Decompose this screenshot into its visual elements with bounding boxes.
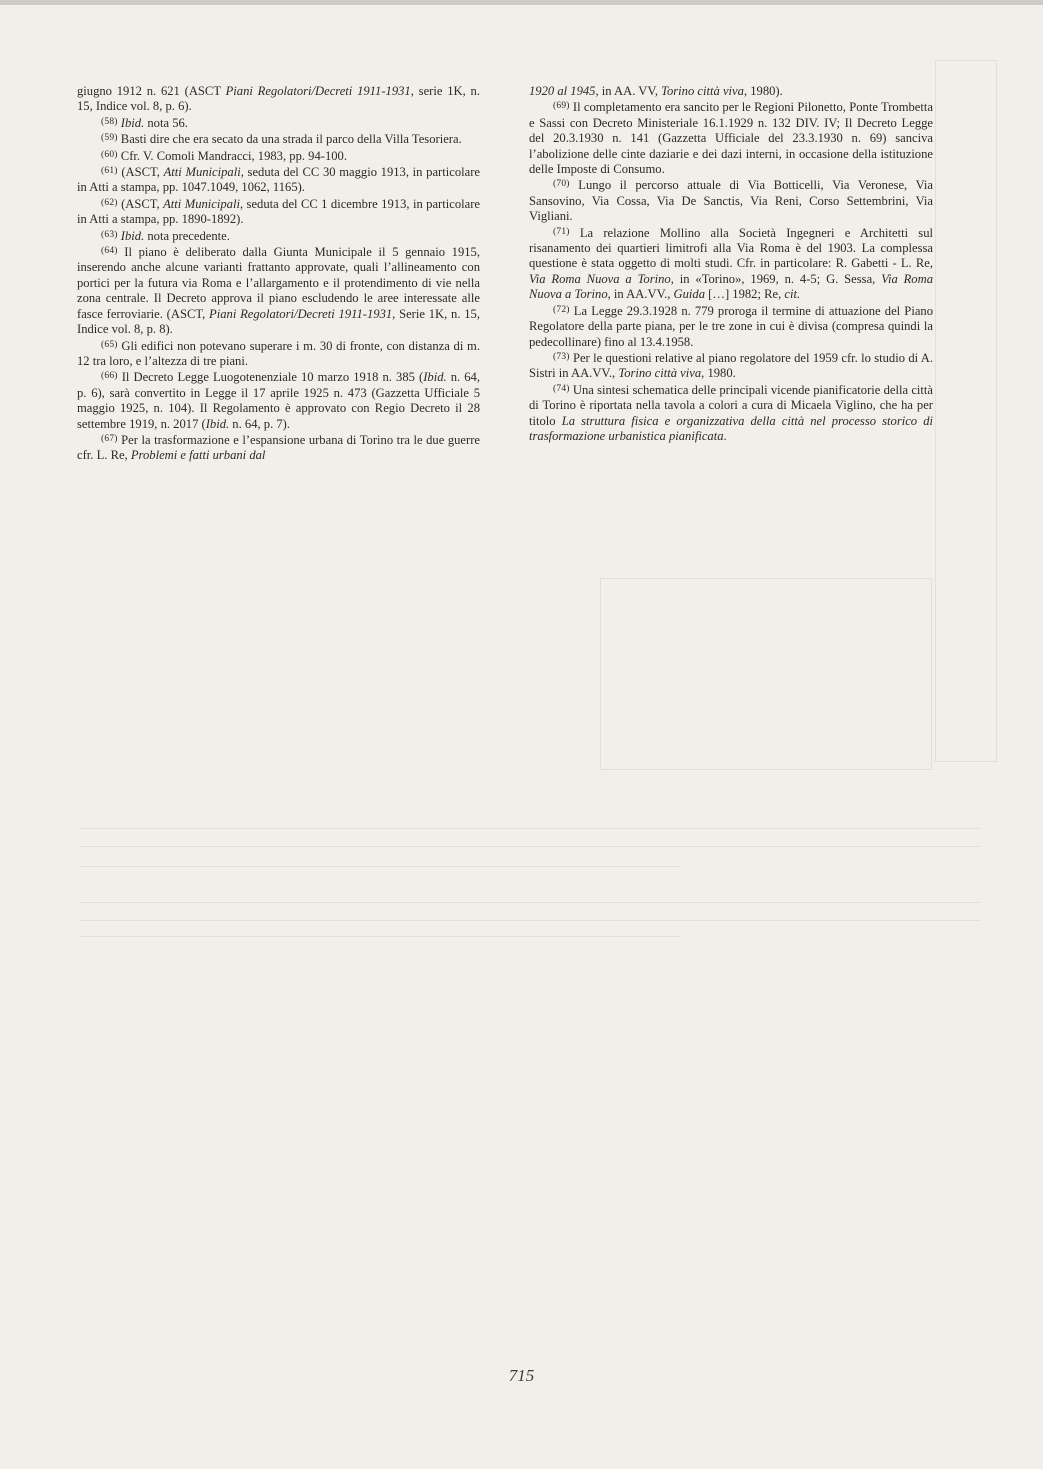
text: , 1980. bbox=[701, 366, 736, 381]
bleed-through-line bbox=[80, 920, 980, 921]
bleed-through-line bbox=[80, 902, 980, 903]
text: nota precedente. bbox=[144, 228, 230, 243]
footnote-number: (74) bbox=[553, 383, 570, 394]
italic-title: Via Roma Nuova a Torino bbox=[529, 271, 671, 286]
text: (ASCT, bbox=[117, 165, 164, 180]
footnote-number: (64) bbox=[101, 246, 118, 257]
text: […] 1982; Re, bbox=[705, 287, 785, 302]
footnote-number: (65) bbox=[101, 339, 118, 350]
text: , serie 1K, n. 15, Indice vol. 8, p. 6). bbox=[77, 84, 480, 114]
text: La Legge 29.3.1928 n. 779 proroga il termine di attuazione del Piano Regolatore della parte piana, per le tre zone in cui è divisa (compresa quindi la pedecollinare) fino al 13.4.1958. bbox=[529, 303, 933, 349]
text: (ASCT, bbox=[117, 196, 164, 211]
footnote-number: (70) bbox=[553, 179, 570, 190]
footnote-59 bbox=[77, 131, 480, 147]
text: , seduta del CC 1 dicembre 1913, in particolare in Atti a stampa, pp. 1890-1892). bbox=[77, 196, 481, 227]
footnote-number: (62) bbox=[101, 197, 118, 208]
italic-title: Ibid. bbox=[117, 228, 145, 243]
footnote-62 bbox=[77, 196, 480, 228]
footnote-60 bbox=[77, 148, 480, 164]
italic-title: Ibid. bbox=[423, 370, 447, 385]
italic-title: Torino città viva bbox=[661, 84, 744, 98]
italic-title: 1920 al 1945 bbox=[529, 84, 596, 98]
footnote-number: (58) bbox=[101, 116, 118, 127]
bleed-through-box bbox=[935, 60, 997, 762]
italic-title: Ibid. bbox=[120, 115, 145, 130]
footnote-number: (73) bbox=[553, 351, 570, 362]
page-number: 715 bbox=[508, 1366, 535, 1385]
bleed-through-box bbox=[600, 578, 932, 770]
text: Lungo il percorso attuale di Via Botticelli, Via Veronese, Via Sansovino, Via Cossa, Via De Sanctis, Via Reni, Corso Settembrini, Via Vigliani. bbox=[529, 178, 933, 224]
footnote-67 bbox=[77, 432, 480, 464]
footnote-65 bbox=[77, 338, 480, 370]
text: Gli edifici non potevano superare i m. 30 di fronte, con distanza di m. 12 tra loro, e l’altezza di tre piani. bbox=[77, 338, 480, 368]
footnote-58 bbox=[77, 115, 480, 131]
text: nota 56. bbox=[144, 115, 188, 130]
italic-title: Via Roma Nuova a Torino bbox=[529, 271, 933, 302]
italic-title: Piani Regolatori/Decreti 1911-1931 bbox=[209, 306, 393, 321]
right-footnote-column bbox=[529, 84, 933, 444]
footnote-number: (71) bbox=[553, 226, 570, 237]
text: Per la trasformazione e l’espansione urbana di Torino tra le due guerre cfr. L. Re, bbox=[77, 432, 480, 463]
footnote-number: (60) bbox=[101, 149, 118, 160]
bleed-through-line bbox=[80, 846, 980, 847]
italic-title: cit. bbox=[784, 287, 801, 302]
top-scan-edge bbox=[0, 0, 1043, 5]
footnote-number: (72) bbox=[553, 304, 570, 315]
italic-title: Atti Municipali bbox=[163, 196, 240, 211]
left-footnote-column bbox=[77, 84, 480, 464]
italic-title: Torino città viva bbox=[618, 366, 702, 381]
text: , in AA. VV, bbox=[595, 84, 662, 98]
footnote-continuation bbox=[77, 84, 480, 115]
footnote-66 bbox=[77, 369, 480, 432]
text: Il Decreto Legge Luogotenenziale 10 marzo 1918 n. 385 ( bbox=[117, 370, 424, 385]
text: Basti dire che era secato da una strada il parco della Villa Tesoriera. bbox=[117, 132, 462, 147]
footnote-continuation bbox=[529, 84, 933, 99]
footnote-74 bbox=[529, 382, 933, 445]
italic-title: Piani Regolatori/Decreti 1911-1931 bbox=[225, 84, 411, 98]
text: La relazione Mollino alla Società Ingegneri e Architetti sul risanamento dei quartieri limitrofi alla Via Roma è del 1903. La complessa questione è stata oggetto di molti studi. Cfr. in particolare: R. Gabetti - L. Re, bbox=[529, 225, 933, 271]
footnote-number: (66) bbox=[101, 371, 118, 382]
footnote-71 bbox=[529, 225, 933, 303]
text: , in «Torino», 1969, n. 4-5; G. Sessa, bbox=[670, 271, 882, 286]
footnote-number: (67) bbox=[101, 433, 118, 444]
footnote-72 bbox=[529, 303, 933, 350]
footnote-61 bbox=[77, 164, 480, 196]
footnote-number: (69) bbox=[553, 101, 570, 112]
text: Una sintesi schematica delle principali vicende pianificatorie della città di Torino è riportata nella tavola a colori a cura di Micaela Viglino, che ha per titolo bbox=[529, 382, 933, 428]
text: n. 64, p. 7). bbox=[229, 416, 291, 431]
footnote-73 bbox=[529, 350, 933, 382]
italic-title: La struttura fisica e organizzativa della città nel processo storico di trasformazione urbanistica pianificata bbox=[529, 413, 933, 443]
text: Cfr. V. Comoli Mandracci, 1983, pp. 94-100. bbox=[117, 148, 347, 163]
bleed-through-line bbox=[80, 936, 680, 937]
text: Per le questioni relative al piano regolatore del 1959 cfr. lo studio di A. Sistri in AA.VV., bbox=[529, 350, 933, 381]
text: . bbox=[723, 428, 727, 443]
text: Il piano è deliberato dalla Giunta Municipale il 5 gennaio 1915, inserendo anche alcune varianti frattanto approvate, quali l’allineamento con portici per la futura via Roma e l’allargamento e il protendimento di vie nella zona centrale. Il Decreto approva il piano escludendo le aree interessate alle fasce ferroviarie. (ASCT, bbox=[77, 245, 480, 321]
text: , 1980). bbox=[743, 84, 783, 98]
text: giugno 1912 n. 621 (ASCT bbox=[77, 84, 226, 98]
footnote-63 bbox=[77, 228, 480, 244]
text: Il completamento era sancito per le Regioni Pilonetto, Ponte Trombetta e Sassi con Decreto Ministeriale 16.1.1929 n. 132 DIV. IV; Il Decreto Legge del 20.3.1930 n. 141 (Gazzetta Ufficiale del 23.3.1930 n. 69) sanciva l’abolizione delle cinte daziarie e dei dazi interni, in occasione della istituzione delle Imposte di Consumo. bbox=[529, 100, 933, 177]
text: , seduta del CC 30 maggio 1913, in particolare in Atti a stampa, pp. 1047.1049, 1062, 1165). bbox=[77, 165, 480, 195]
italic-title: Atti Municipali bbox=[163, 165, 241, 180]
text: n. 64, p. 6), sarà convertito in Legge il 17 aprile 1925 n. 473 (Gazzetta Ufficiale 5 maggio 1925, n. 104). Il Regolamento è approvato con Regio Decreto il 28 settembre 1919, n. 2017 ( bbox=[77, 370, 480, 431]
footnote-number: (59) bbox=[101, 133, 118, 144]
italic-title: Guida bbox=[673, 287, 706, 302]
footnote-number: (63) bbox=[101, 229, 118, 240]
text: , in AA.VV., bbox=[607, 287, 674, 302]
footnote-70 bbox=[529, 177, 933, 224]
bleed-through-line bbox=[80, 866, 680, 867]
footnote-number: (61) bbox=[101, 166, 118, 177]
italic-title: Problemi e fatti urbani dal bbox=[130, 448, 266, 463]
footnote-64 bbox=[77, 244, 480, 337]
bleed-through-line bbox=[80, 828, 980, 829]
footnote-69 bbox=[529, 99, 933, 177]
text: , Serie 1K, n. 15, Indice vol. 8, p. 8). bbox=[77, 306, 480, 337]
italic-title: Ibid. bbox=[205, 416, 230, 431]
